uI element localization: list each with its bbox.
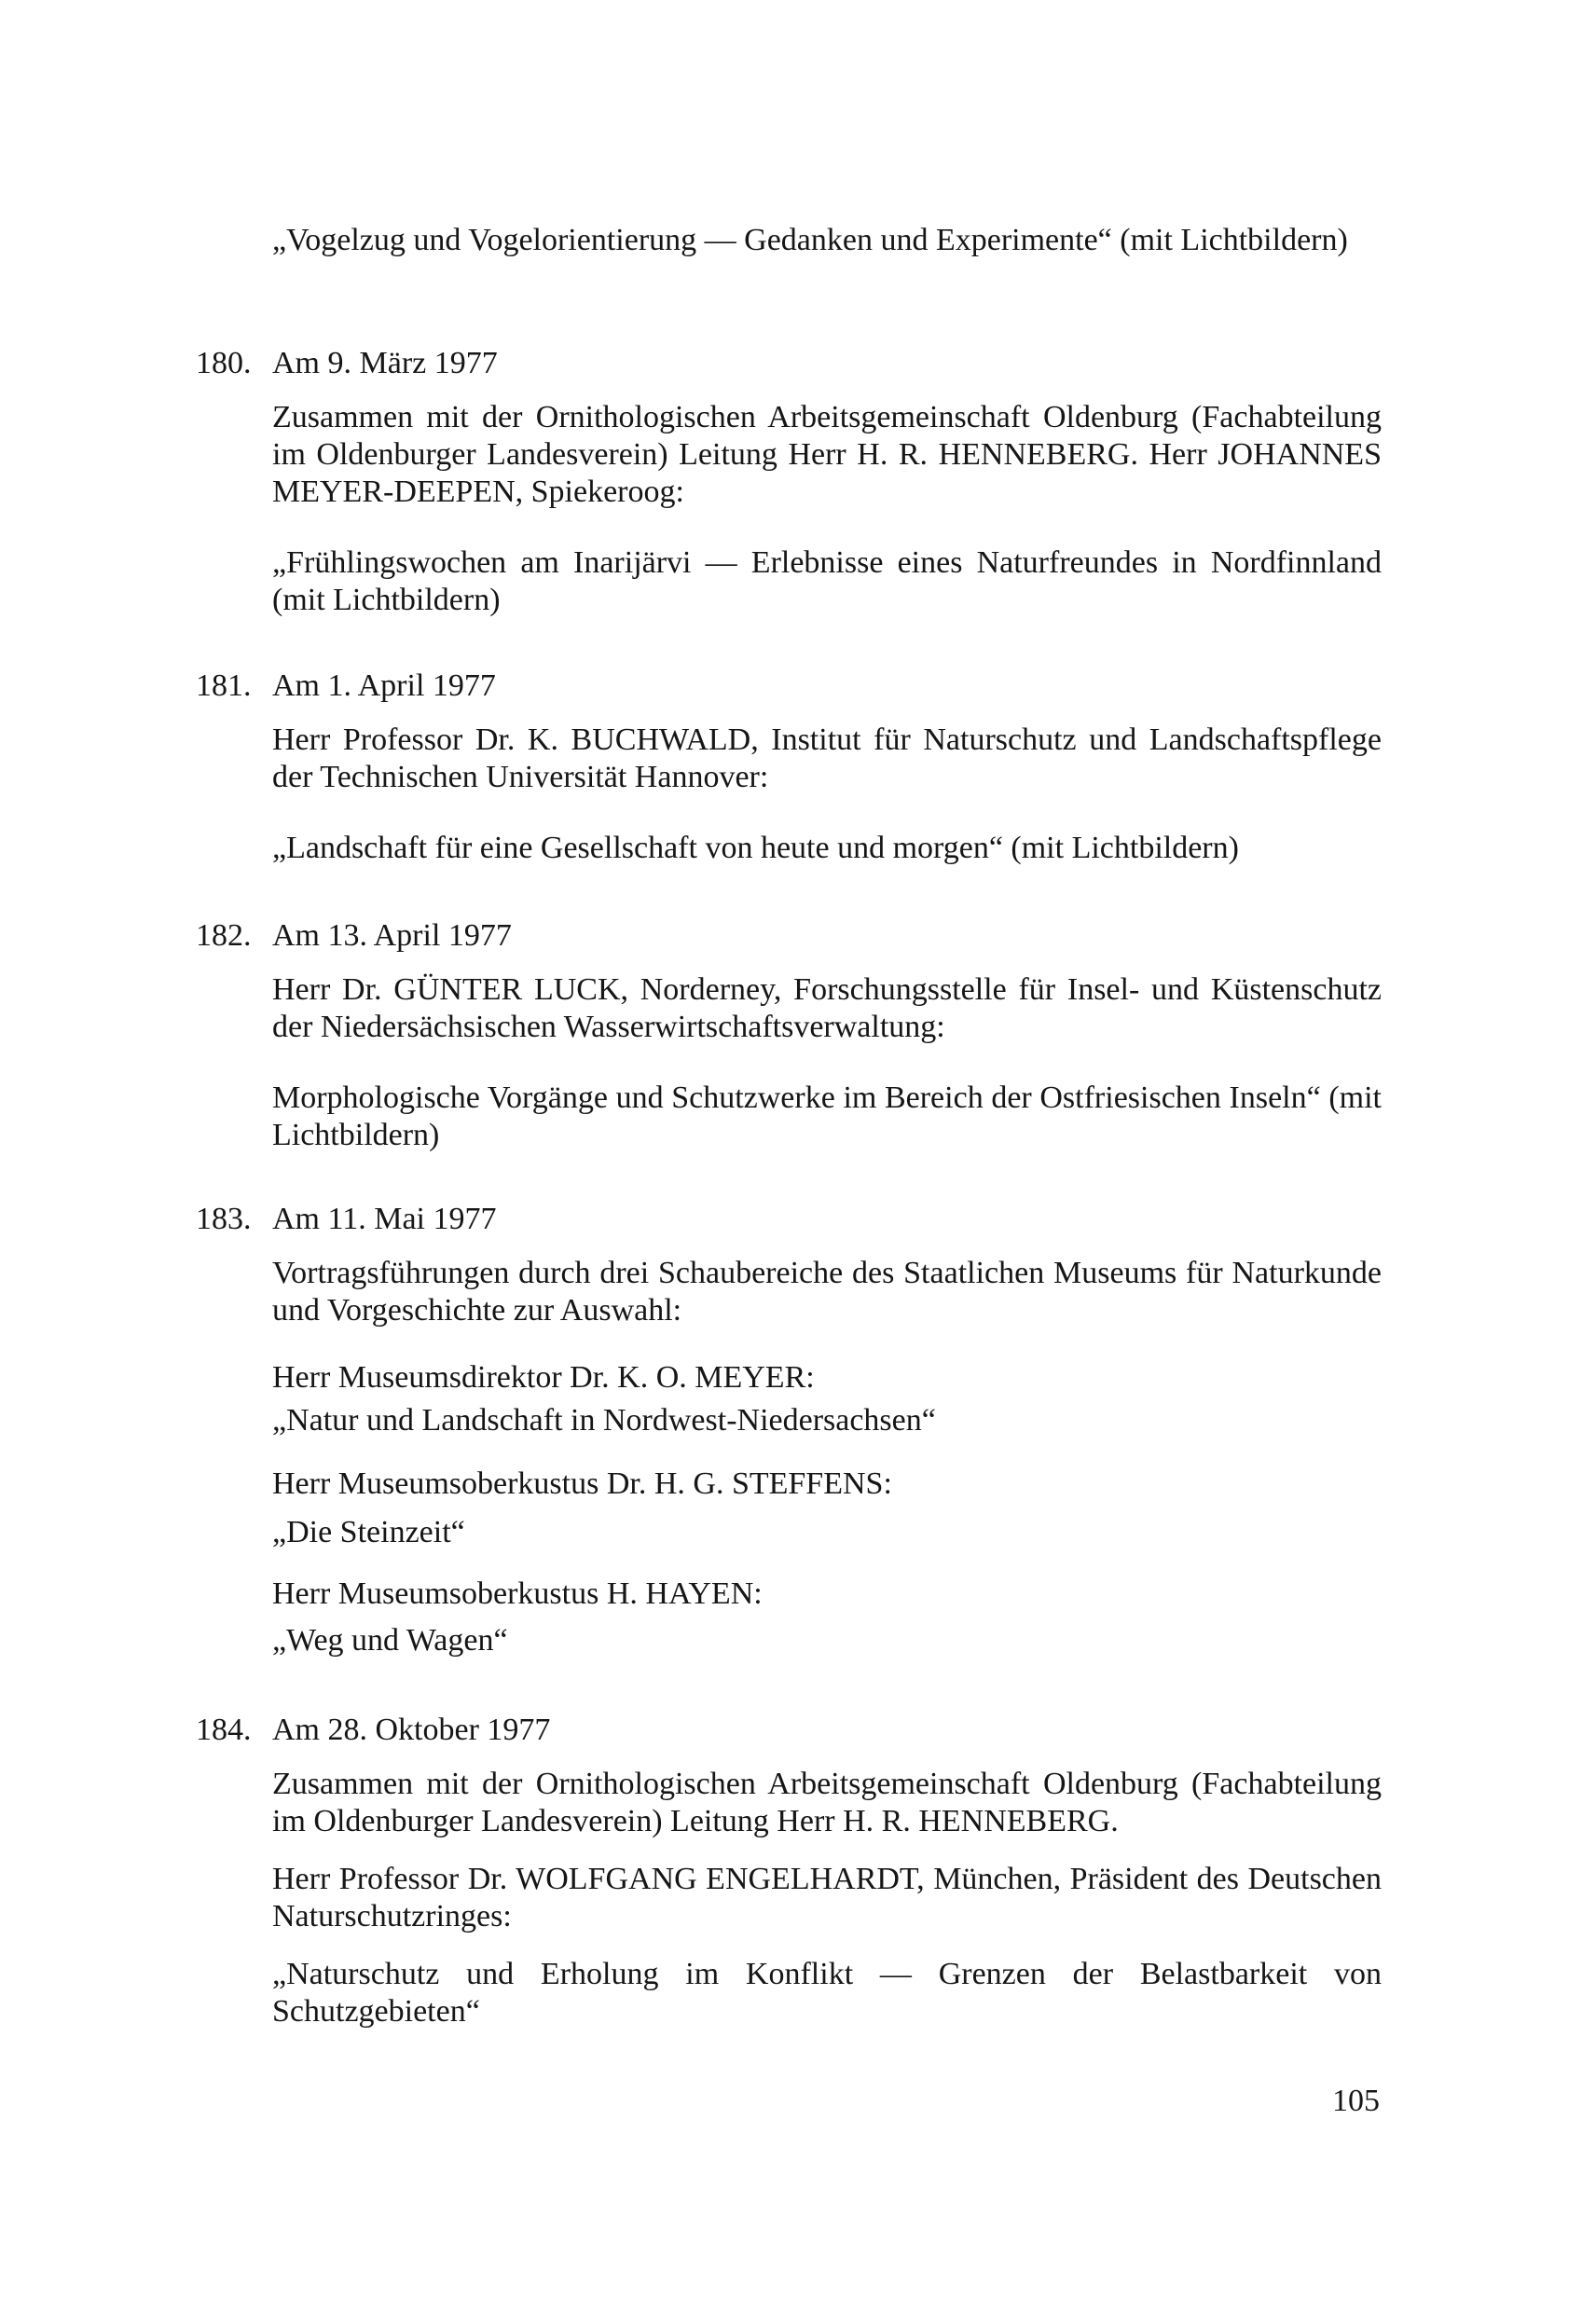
entry-number: 180. — [196, 346, 252, 380]
entry-date: Am 9. März 1977 — [272, 346, 498, 380]
entry-number: 181. — [196, 668, 252, 703]
entry-number: 183. — [196, 1202, 252, 1236]
entry-paragraph: „Landschaft für eine Gesellschaft von heute und morgen“ (mit Lichtbildern) — [272, 831, 1239, 865]
talk-title: „Weg und Wagen“ — [272, 1623, 508, 1658]
entry-paragraph: „Frühlingswochen am Inarijärvi — Erlebnisse eines Naturfreundes in Nordfinnland (mit Lichtbildern) — [272, 545, 1382, 617]
entry-paragraph: Herr Professor Dr. K. BUCHWALD, Institut für Naturschutz und Landschaftspflege der Technischen Universität Hannover: — [272, 722, 1382, 794]
talk-speaker: Herr Museumsdirektor Dr. K. O. MEYER: — [272, 1360, 815, 1395]
entry-paragraph: Herr Professor Dr. WOLFGANG ENGELHARDT, München, Präsident des Deutschen Naturschutzringes: — [272, 1862, 1382, 1934]
talk-speaker: Herr Museumsoberkustus H. HAYEN: — [272, 1576, 763, 1611]
entry-paragraph: „Naturschutz und Erholung im Konflikt — Grenzen der Belastbarkeit von Schutzgebieten“ — [272, 1957, 1382, 2029]
entry-number: 184. — [196, 1713, 252, 1747]
entry-date: Am 11. Mai 1977 — [272, 1202, 497, 1236]
entry-date: Am 1. April 1977 — [272, 668, 496, 703]
entry-number: 182. — [196, 918, 252, 953]
talk-speaker: Herr Museumsoberkustus Dr. H. G. STEFFENS: — [272, 1466, 892, 1501]
entry-date: Am 28. Oktober 1977 — [272, 1713, 551, 1747]
entry-paragraph: Zusammen mit der Ornithologischen Arbeitsgemeinschaft Oldenburg (Fachabteilung im Oldenburger Landesverein) Leitung Herr H. R. HENNEBERG. Herr JOHANNES MEYER-DEEPEN, Spiekeroog: — [272, 400, 1382, 509]
entry-date: Am 13. April 1977 — [272, 918, 512, 953]
entry-paragraph: Herr Dr. GÜNTER LUCK, Norderney, Forschungsstelle für Insel- und Küstenschutz der Niedersächsischen Wasserwirtschaftsverwaltung: — [272, 972, 1382, 1044]
entry-paragraph: Morphologische Vorgänge und Schutzwerke im Bereich der Ostfriesischen Inseln“ (mit Lichtbildern) — [272, 1080, 1382, 1152]
intro-lecture-title: „Vogelzug und Vogelorientierung — Gedanken und Experimente“ (mit Lichtbildern) — [272, 223, 1348, 257]
talk-title: „Natur und Landschaft in Nordwest-Niedersachsen“ — [272, 1403, 936, 1438]
page-number: 105 — [1332, 2084, 1380, 2118]
talk-title: „Die Steinzeit“ — [272, 1515, 465, 1549]
entry-paragraph: Zusammen mit der Ornithologischen Arbeitsgemeinschaft Oldenburg (Fachabteilung im Oldenburger Landesverein) Leitung Herr H. R. HENNEBERG. — [272, 1767, 1382, 1838]
entry-paragraph: Vortragsführungen durch drei Schaubereiche des Staatlichen Museums für Naturkunde und Vorgeschichte zur Auswahl: — [272, 1256, 1382, 1328]
